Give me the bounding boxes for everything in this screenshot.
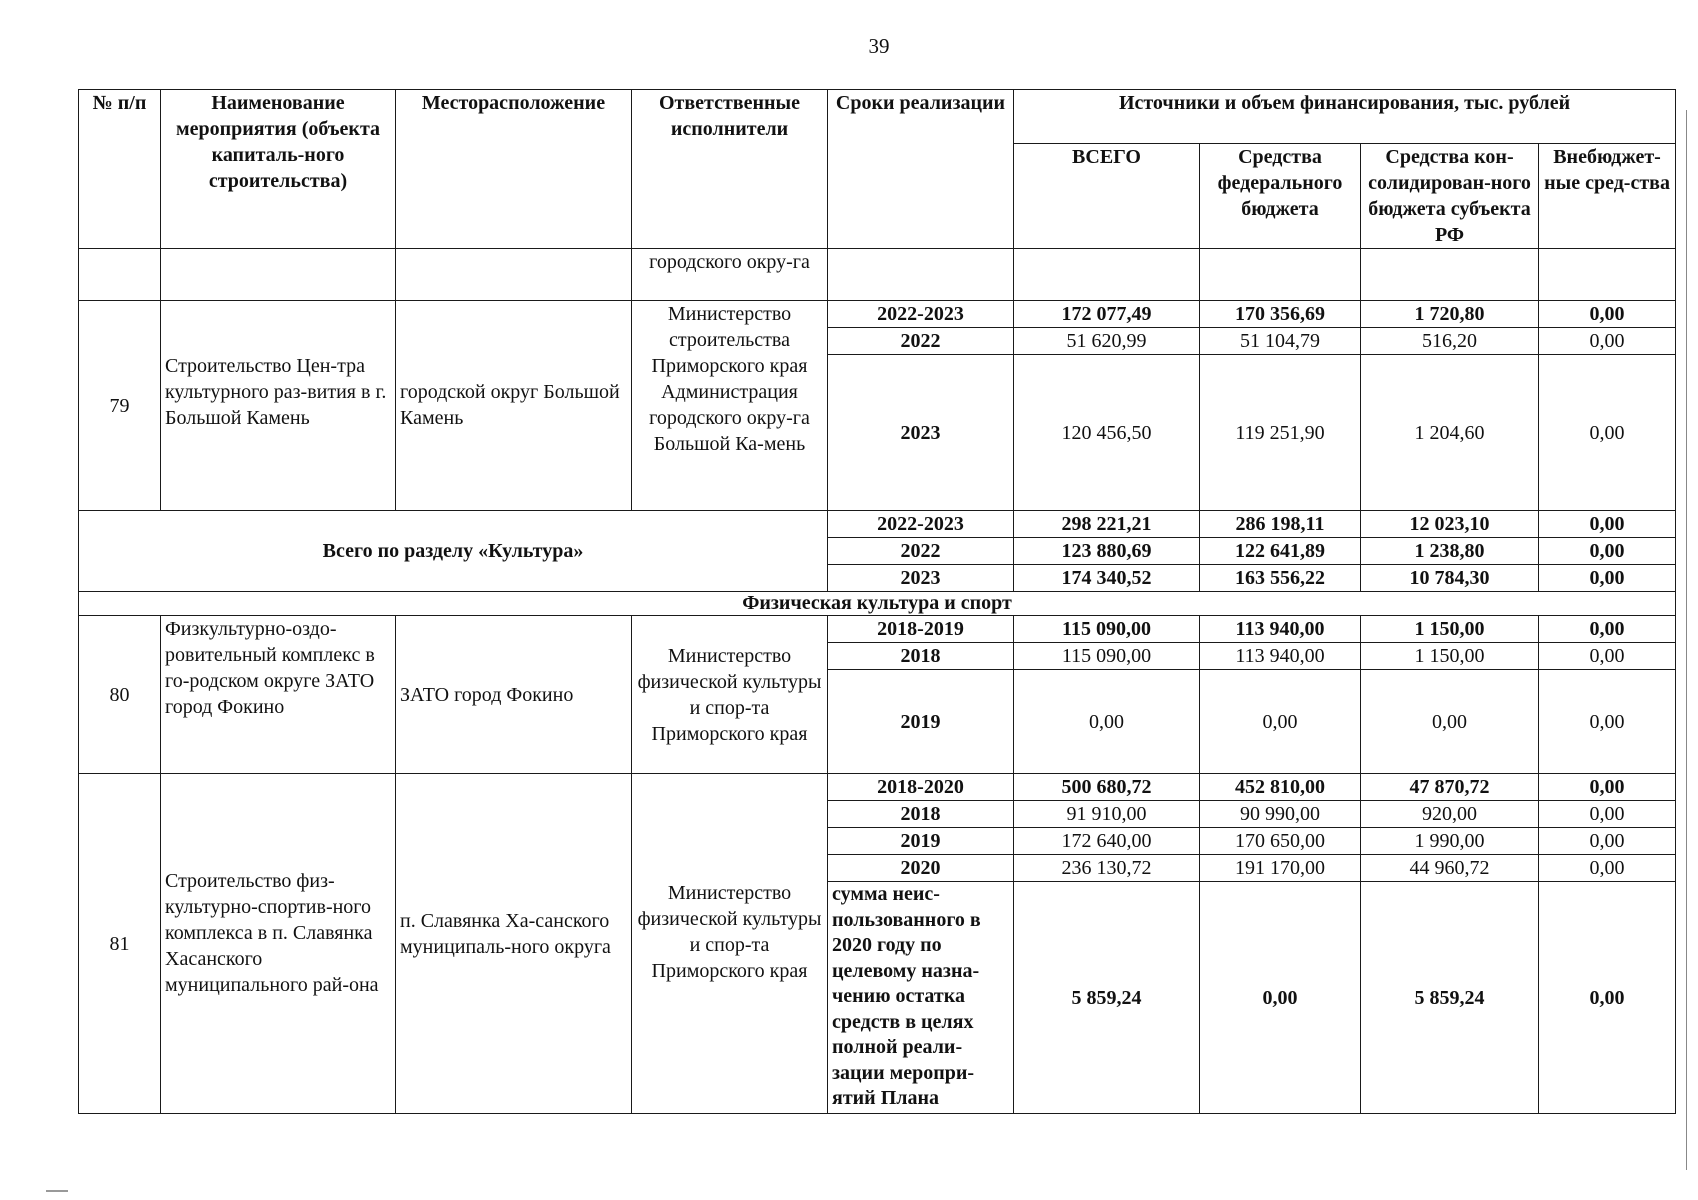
col-header-extra: Внебюджет-ные сред-ства [1539, 144, 1676, 249]
culture-total-label: Всего по разделу «Культура» [79, 511, 828, 592]
federal-cell: 113 940,00 [1200, 616, 1361, 643]
header-row-1 [79, 90, 1676, 144]
term-cell: 2023 [828, 565, 1014, 592]
term-cell: 2019 [828, 670, 1014, 774]
extra-cell: 0,00 [1539, 301, 1676, 328]
federal-cell: 122 641,89 [1200, 538, 1361, 565]
regional-cell: 920,00 [1361, 801, 1539, 828]
regional-cell: 1 990,00 [1361, 828, 1539, 855]
term-cell: 2018-2020 [828, 774, 1014, 801]
term-cell: 2018 [828, 643, 1014, 670]
col-header-num: № п/п [79, 90, 161, 249]
col-header-name: Наименование мероприятия (объекта капиталь-ного строительства) [161, 90, 396, 249]
continuation-row [79, 249, 1676, 301]
extra-cell: 0,00 [1539, 565, 1676, 592]
federal-cell: 90 990,00 [1200, 801, 1361, 828]
extra-cell: 0,00 [1539, 355, 1676, 511]
table-row [79, 616, 1676, 643]
total-cell: 5 859,24 [1014, 882, 1200, 1114]
col-header-responsible: Ответственные исполнители [632, 90, 828, 249]
federal-cell: 0,00 [1200, 670, 1361, 774]
cell [161, 249, 396, 301]
cell [1200, 249, 1361, 301]
regional-cell: 516,20 [1361, 328, 1539, 355]
extra-cell: 0,00 [1539, 855, 1676, 882]
col-header-regional: Средства кон-солидирован-ного бюджета субъекта РФ [1361, 144, 1539, 249]
total-cell: 120 456,50 [1014, 355, 1200, 511]
extra-cell: 0,00 [1539, 616, 1676, 643]
table-row [79, 511, 1676, 538]
cell [1014, 249, 1200, 301]
section-row [79, 592, 1676, 616]
federal-cell: 163 556,22 [1200, 565, 1361, 592]
continuation-responsible: городского окру-га [632, 249, 828, 301]
federal-cell: 0,00 [1200, 882, 1361, 1114]
item-location: городской округ Большой Камень [396, 301, 632, 511]
term-cell: 2018-2019 [828, 616, 1014, 643]
cell [1539, 249, 1676, 301]
regional-cell: 1 204,60 [1361, 355, 1539, 511]
term-note-cell: сумма неис-пользованного в 2020 году по целевому назна-чению остатка средств в целях полной реали-зации меропри-ятий Плана [828, 882, 1014, 1114]
federal-cell: 286 198,11 [1200, 511, 1361, 538]
total-cell: 51 620,99 [1014, 328, 1200, 355]
regional-cell: 10 784,30 [1361, 565, 1539, 592]
cell [79, 249, 161, 301]
extra-cell: 0,00 [1539, 643, 1676, 670]
term-cell: 2019 [828, 828, 1014, 855]
item-location: ЗАТО город Фокино [396, 616, 632, 774]
section-title: Физическая культура и спорт [79, 592, 1676, 616]
term-cell: 2023 [828, 355, 1014, 511]
term-cell: 2022-2023 [828, 301, 1014, 328]
term-cell: 2020 [828, 855, 1014, 882]
extra-cell: 0,00 [1539, 882, 1676, 1114]
regional-cell: 47 870,72 [1361, 774, 1539, 801]
extra-cell: 0,00 [1539, 801, 1676, 828]
extra-cell: 0,00 [1539, 670, 1676, 774]
regional-cell: 1 150,00 [1361, 616, 1539, 643]
federal-cell: 452 810,00 [1200, 774, 1361, 801]
table-row [79, 301, 1676, 328]
federal-cell: 170 356,69 [1200, 301, 1361, 328]
col-header-total: ВСЕГО [1014, 144, 1200, 249]
regional-cell: 44 960,72 [1361, 855, 1539, 882]
regional-cell: 5 859,24 [1361, 882, 1539, 1114]
col-header-location: Месторасположение [396, 90, 632, 249]
total-cell: 174 340,52 [1014, 565, 1200, 592]
table-row [79, 774, 1676, 801]
item-number: 81 [79, 774, 161, 1114]
cell [396, 249, 632, 301]
extra-cell: 0,00 [1539, 328, 1676, 355]
item-name: Строительство Цен-тра культурного раз-вития в г. Большой Камень [161, 301, 396, 511]
col-header-funding: Источники и объем финансирования, тыс. рублей [1014, 90, 1676, 144]
extra-cell: 0,00 [1539, 774, 1676, 801]
federal-cell: 170 650,00 [1200, 828, 1361, 855]
regional-cell: 0,00 [1361, 670, 1539, 774]
term-cell: 2018 [828, 801, 1014, 828]
total-cell: 91 910,00 [1014, 801, 1200, 828]
item-responsible: Министерство физической культуры и спор-та Приморского края [632, 774, 828, 1114]
item-name: Строительство физ-культурно-спортив-ного комплекса в п. Славянка Хасанского муниципального рай-она [161, 774, 396, 1114]
total-cell: 298 221,21 [1014, 511, 1200, 538]
regional-cell: 12 023,10 [1361, 511, 1539, 538]
total-cell: 123 880,69 [1014, 538, 1200, 565]
total-cell: 500 680,72 [1014, 774, 1200, 801]
extra-cell: 0,00 [1539, 511, 1676, 538]
page-number: 39 [868, 34, 890, 58]
total-cell: 115 090,00 [1014, 643, 1200, 670]
federal-cell: 119 251,90 [1200, 355, 1361, 511]
total-cell: 115 090,00 [1014, 616, 1200, 643]
item-name: Физкультурно-оздо-ровительный комплекс в го-родском округе ЗАТО город Фокино [161, 616, 396, 774]
extra-cell: 0,00 [1539, 828, 1676, 855]
regional-cell: 1 720,80 [1361, 301, 1539, 328]
total-cell: 236 130,72 [1014, 855, 1200, 882]
scan-edge-line [1686, 110, 1687, 1170]
term-cell: 2022 [828, 538, 1014, 565]
total-cell: 172 640,00 [1014, 828, 1200, 855]
term-cell: 2022-2023 [828, 511, 1014, 538]
federal-cell: 113 940,00 [1200, 643, 1361, 670]
item-number: 80 [79, 616, 161, 774]
federal-cell: 51 104,79 [1200, 328, 1361, 355]
total-cell: 172 077,49 [1014, 301, 1200, 328]
federal-cell: 191 170,00 [1200, 855, 1361, 882]
col-header-federal: Средства федерального бюджета [1200, 144, 1361, 249]
item-number: 79 [79, 301, 161, 511]
term-cell: 2022 [828, 328, 1014, 355]
cell [828, 249, 1014, 301]
cell [1361, 249, 1539, 301]
total-cell: 0,00 [1014, 670, 1200, 774]
item-location: п. Славянка Ха-санского муниципаль-ного округа [396, 774, 632, 1114]
financing-table [78, 89, 1676, 1114]
regional-cell: 1 150,00 [1361, 643, 1539, 670]
scan-mark [46, 1190, 68, 1192]
regional-cell: 1 238,80 [1361, 538, 1539, 565]
item-responsible: Министерство строительства Приморского края Администрация городского окру-га Большой Ка-мень [632, 301, 828, 511]
col-header-terms: Сроки реализации [828, 90, 1014, 249]
extra-cell: 0,00 [1539, 538, 1676, 565]
item-responsible: Министерство физической культуры и спор-та Приморского края [632, 616, 828, 774]
